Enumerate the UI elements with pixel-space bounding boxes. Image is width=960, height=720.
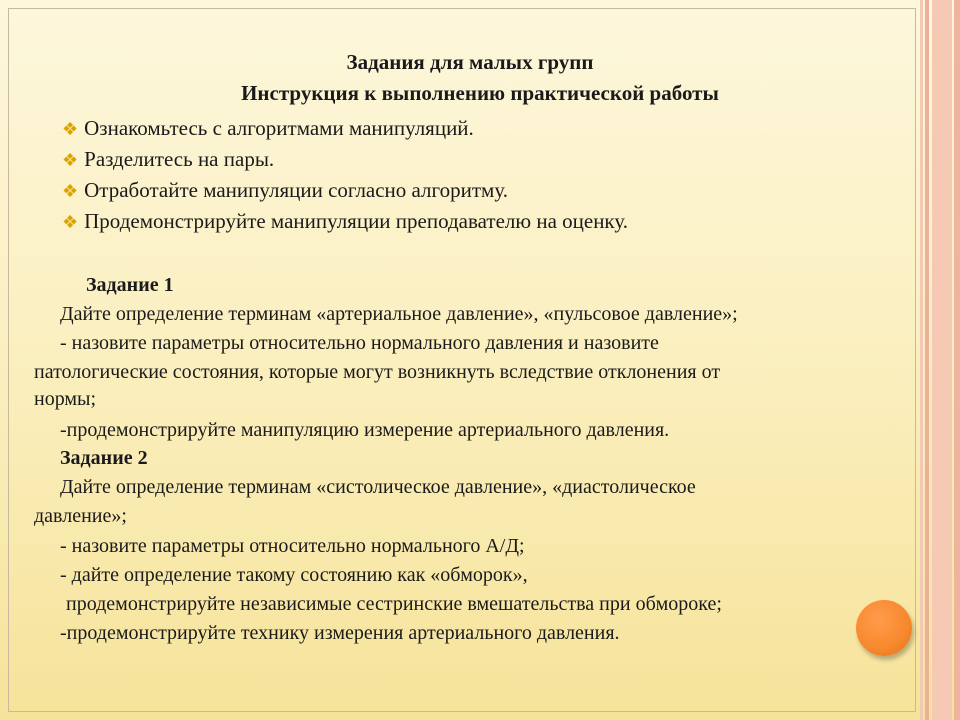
instruction-item: ❖ Ознакомьтесь с алгоритмами манипуляций. [62, 116, 474, 140]
orange-circle-decoration [856, 600, 912, 656]
diamond-bullet-icon: ❖ [62, 181, 79, 201]
task2-line: давление»; [34, 505, 127, 527]
instruction-item: ❖ Продемонстрируйте манипуляции преподавателю на оценку. [62, 209, 628, 233]
task2-title: Задание 2 [60, 447, 148, 469]
stripe [920, 0, 923, 720]
task1-line: патологические состояния, которые могут возникнуть вследствие отклонения от [34, 361, 721, 383]
decorative-stripes [920, 0, 960, 720]
stripe [925, 0, 929, 720]
stripe [932, 0, 952, 720]
task2-line: - назовите параметры относительно нормального А/Д; [60, 535, 525, 557]
task1-line: Дайте определение терминам «артериальное давление», «пульсовое давление»; [60, 303, 738, 325]
instruction-item: ❖ Отработайте манипуляции согласно алгоритму. [62, 178, 508, 202]
instruction-item: ❖ Разделитесь на пары. [62, 147, 275, 171]
task1-line: - назовите параметры относительно нормального давления и назовите [60, 332, 659, 354]
diamond-bullet-icon: ❖ [62, 150, 79, 170]
task1-line: -продемонстрируйте манипуляцию измерение артериального давления. [60, 419, 670, 441]
slide-title: Задания для малых групп [346, 50, 594, 74]
diamond-bullet-icon: ❖ [62, 212, 79, 232]
task2-line: продемонстрируйте независимые сестринские вмешательства при обмороке; [66, 593, 722, 615]
diamond-bullet-icon: ❖ [62, 119, 79, 139]
stripe [954, 0, 960, 720]
slide-subtitle: Инструкция к выполнению практической работы [241, 81, 719, 105]
task2-line: -продемонстрируйте технику измерения артериального давления. [60, 622, 620, 644]
task2-line: - дайте определение такому состоянию как «обморок», [60, 564, 528, 586]
task1-title: Задание 1 [86, 274, 174, 296]
task1-line: нормы; [34, 388, 97, 410]
task2-line: Дайте определение терминам «систолическое давление», «диастолическое [60, 476, 696, 498]
